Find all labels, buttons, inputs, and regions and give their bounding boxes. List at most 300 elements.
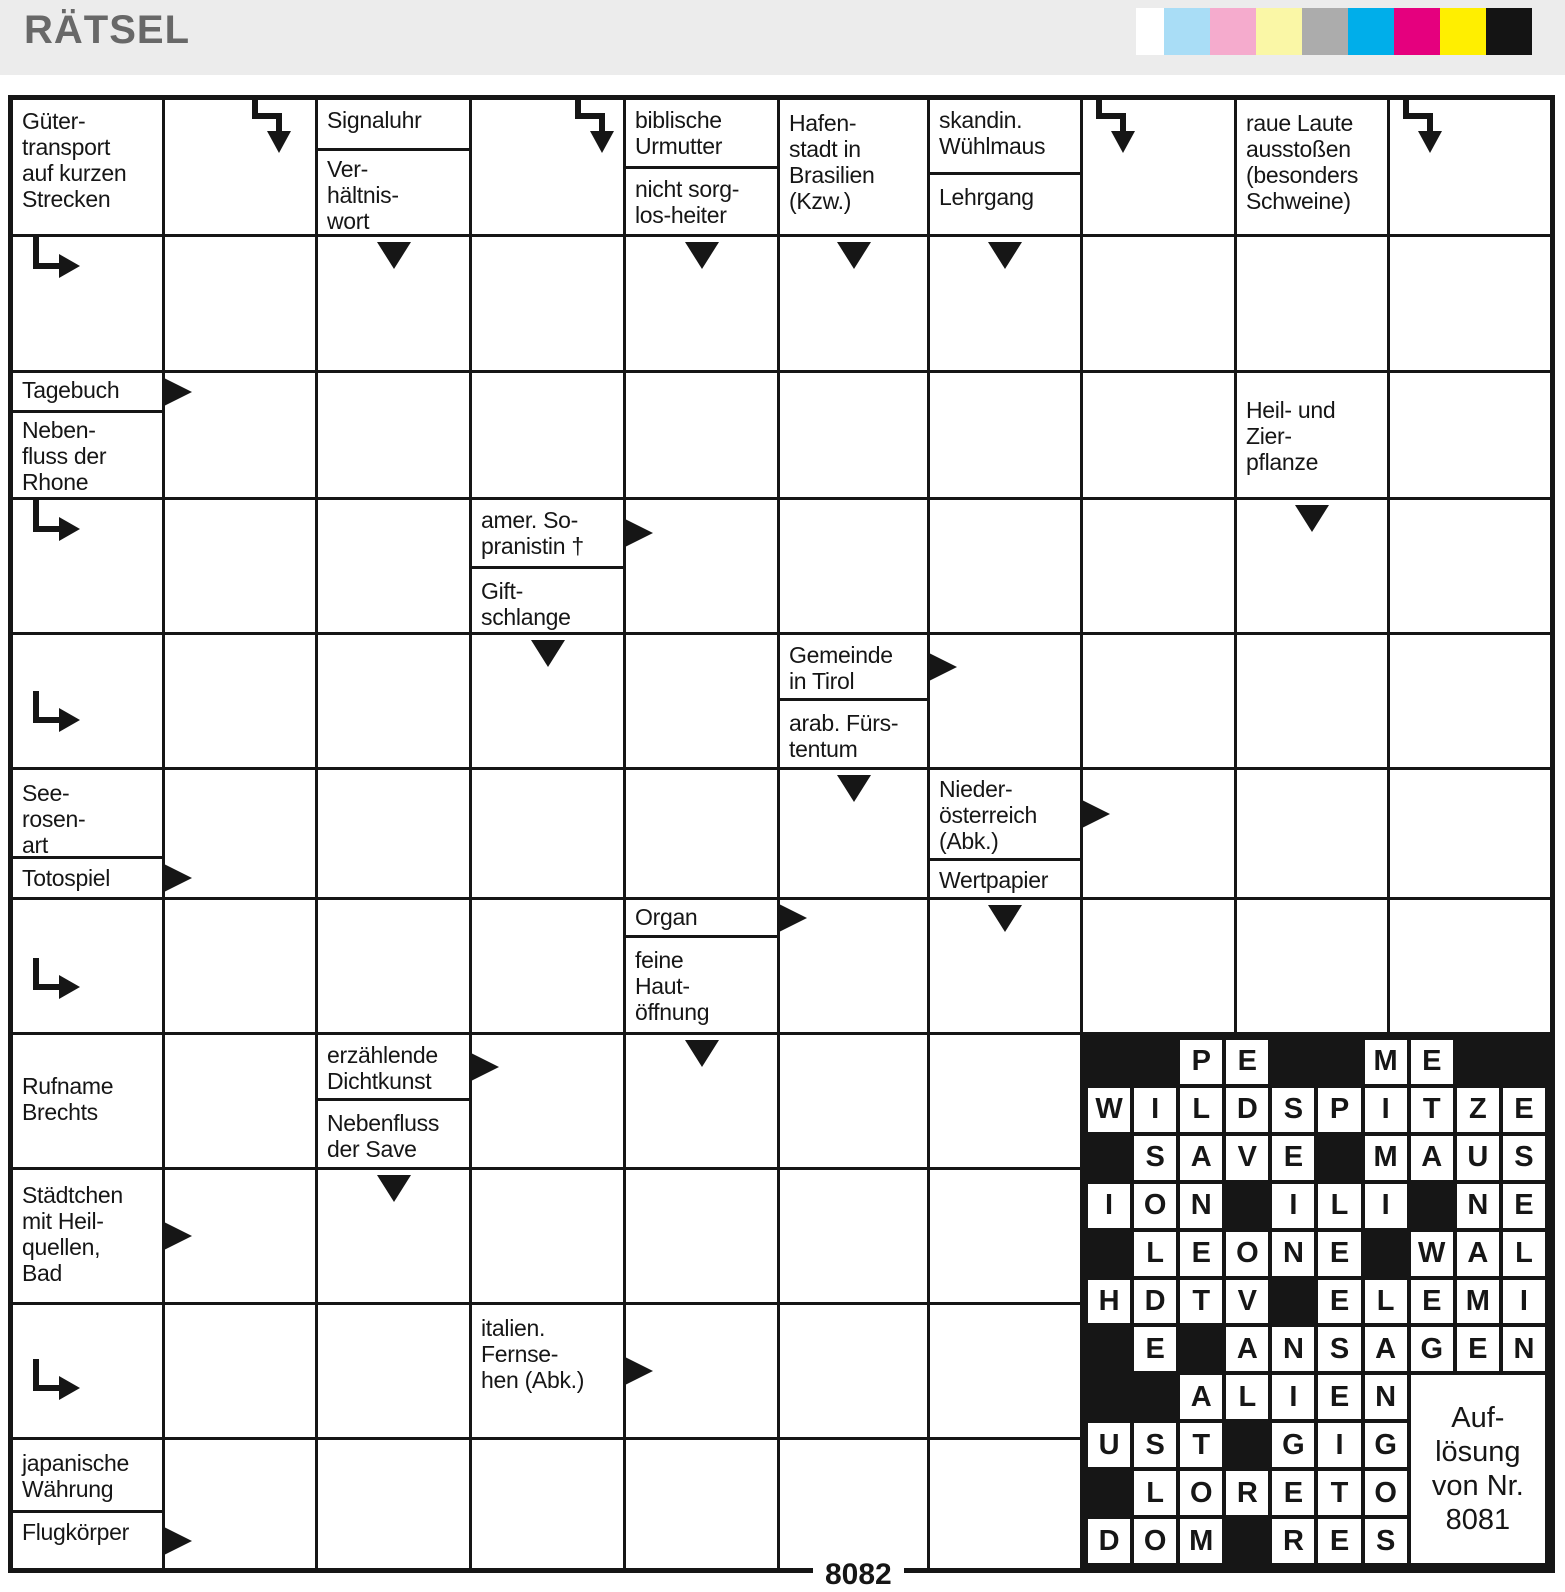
clue-line: Währung [22,1475,114,1502]
clue-cell [13,1035,162,1167]
clue-line: mit Heil- [22,1207,104,1234]
solution-letter-cell: U [1457,1136,1499,1180]
solution-black-cell [1088,1375,1130,1419]
answer-cell[interactable] [472,635,623,767]
solution-letter-cell: S [1134,1423,1176,1467]
arrow-down-icon [837,775,871,802]
answer-cell[interactable] [1083,237,1234,370]
solution-letter-cell: L [1226,1375,1268,1419]
clue-line: Gift- [481,578,523,604]
arrow-right-icon [164,378,192,406]
clue-line: Flugkörper [22,1519,129,1545]
solution-black-cell [1365,1232,1407,1276]
answer-cell[interactable] [13,635,162,767]
clue-line: Tagebuch [22,377,120,403]
clue-line: Zier- [1246,422,1292,449]
color-swatch [1302,8,1348,55]
color-swatch [1164,8,1210,55]
answer-cell[interactable] [318,635,469,767]
clue-cell [472,1305,623,1437]
solution-letter-cell: E [1318,1280,1360,1324]
solution-letter-cell: E [1318,1519,1360,1563]
answer-cell[interactable] [1083,373,1234,497]
answer-cell[interactable] [318,1440,469,1568]
solution-black-cell [1134,1040,1176,1084]
clue-line: fluss der [22,442,107,469]
arrow-down-icon [988,242,1022,269]
clue-line: (besonders [1246,161,1359,188]
clue-line: Urmutter [635,132,723,159]
solution-letter-cell: L [1365,1280,1407,1324]
clue-line: Rhone [22,468,89,495]
solution-label-line: von Nr. [1431,1470,1524,1503]
color-swatch [1486,8,1532,55]
clue-cell [318,1035,469,1167]
clue-line: Rufname [22,1073,114,1099]
solution-letter-cell: G [1365,1423,1407,1467]
clue-cell [780,100,927,234]
answer-cell[interactable] [165,237,315,370]
answer-cell[interactable] [1083,900,1234,1032]
solution-black-cell [1134,1375,1176,1419]
clue-line: (Abk.) [939,827,999,854]
clue-text [472,500,623,566]
answer-cell[interactable] [472,237,623,370]
solution-letter-cell: T [1411,1088,1453,1132]
answer-cell[interactable] [626,1035,777,1167]
answer-cell[interactable] [472,900,623,1032]
puzzle-area [0,75,1565,1591]
solution-letter-cell: T [1180,1423,1222,1467]
arrow-down-icon [377,242,411,269]
clue-line: hältnis- [327,181,399,208]
answer-cell[interactable] [1390,100,1550,234]
clue-line: Brasilien [789,161,875,188]
clue-line: österreich [939,801,1037,828]
solution-letter-cell: T [1318,1471,1360,1515]
answer-cell[interactable] [165,500,315,632]
answer-cell[interactable] [318,770,469,897]
answer-cell[interactable] [165,1305,315,1437]
solution-letter-cell: O [1134,1519,1176,1563]
answer-cell[interactable] [318,900,469,1032]
answer-cell[interactable] [1083,500,1234,632]
solution-black-cell [1088,1327,1130,1371]
clue-text [780,100,927,234]
solution-black-cell [1226,1519,1268,1563]
solution-letter-cell: U [1088,1423,1130,1467]
solution-black-cell [1318,1136,1360,1180]
clue-line: Nebenfluss [327,1110,440,1136]
solution-letter-cell: A [1180,1136,1222,1180]
clue-line: hen (Abk.) [481,1366,585,1393]
answer-cell[interactable] [780,500,927,632]
solution-black-cell [1411,1184,1453,1228]
answer-cell[interactable] [1237,635,1387,767]
solution-black-cell [1088,1040,1130,1084]
arrow-down-icon [988,905,1022,932]
arrow-right-icon [625,1357,653,1385]
solution-letter-cell: E [1503,1088,1545,1132]
clue-line: Gemeinde [789,642,893,668]
solution-black-cell [1318,1040,1360,1084]
crossword-grid [8,95,1555,1591]
clue-line: los-heiter [635,201,727,228]
answer-cell[interactable] [930,1305,1080,1437]
solution-label-line: 8081 [1445,1504,1511,1537]
solution-letter-cell: Z [1457,1088,1499,1132]
answer-cell[interactable] [1237,237,1387,370]
answer-cell[interactable] [930,900,1080,1032]
clue-line: Totospiel [22,865,111,891]
arrow-down-icon [1295,505,1329,532]
answer-cell[interactable] [165,1035,315,1167]
answer-cell[interactable] [318,1305,469,1437]
solution-letter-cell: N [1365,1375,1407,1419]
clue-line: wort [327,207,370,234]
clue-text [13,1170,162,1302]
clue-line: Lehrgang [939,184,1034,210]
solution-letter-cell: N [1457,1184,1499,1228]
clue-text [930,770,1080,858]
arrow-right-icon [164,864,192,892]
clue-line: pranistin † [481,532,584,559]
arrow-bent-right-icon [29,958,85,1006]
clue-cell [472,500,623,632]
clue-text [318,1035,469,1098]
solution-letter-cell: E [1457,1327,1499,1371]
clue-line: Wertpapier [939,867,1049,893]
answer-cell[interactable] [1083,635,1234,767]
clue-text [930,100,1080,172]
color-swatch [1348,8,1394,55]
answer-cell[interactable] [780,1035,927,1167]
answer-cell[interactable] [13,900,162,1032]
answer-cell[interactable] [780,237,927,370]
answer-cell[interactable] [930,373,1080,497]
clue-text [13,1510,162,1568]
arrow-bent-down-icon [1095,100,1141,160]
solution-letter-cell: L [1318,1184,1360,1228]
solution-letter-cell: V [1226,1136,1268,1180]
clue-line: transport [22,133,111,160]
answer-cell[interactable] [165,635,315,767]
clue-text [13,373,162,410]
solution-letter-cell: A [1365,1327,1407,1371]
answer-cell[interactable] [318,237,469,370]
solution-letter-cell: I [1272,1184,1314,1228]
solution-label-line: Auf- [1451,1401,1505,1434]
solution-letter-cell: S [1318,1327,1360,1371]
solution-letter-cell: E [1411,1280,1453,1324]
solution-black-cell [1180,1327,1222,1371]
clue-text [626,166,777,234]
clue-line: Nieder- [939,776,1013,802]
clue-line: nicht sorg- [635,176,740,202]
answer-cell[interactable] [318,500,469,632]
answer-cell[interactable] [13,237,162,370]
clue-cell [13,1170,162,1302]
solution-letter-cell: W [1411,1232,1453,1276]
answer-cell[interactable] [626,1440,777,1568]
clue-line: Ver- [327,156,368,182]
clue-text [13,100,162,234]
clue-line: ausstoßen [1246,135,1351,162]
solution-letter-cell: O [1365,1471,1407,1515]
clue-cell [626,100,777,234]
solution-letter-cell: A [1411,1136,1453,1180]
clue-line: erzählende [327,1042,438,1068]
clue-cell [1237,373,1387,497]
clue-line: biblische [635,107,722,133]
clue-line: stadt in [789,135,861,162]
color-swatch [1394,8,1440,55]
solution-reference-label [1411,1375,1545,1563]
answer-cell[interactable] [780,373,927,497]
clue-text [472,566,623,632]
solution-letter-cell: L [1503,1232,1545,1276]
clue-cell [318,100,469,234]
solution-letter-cell: E [1272,1136,1314,1180]
solution-letter-cell: I [1365,1184,1407,1228]
answer-cell[interactable] [626,237,777,370]
clue-line: Haut- [635,972,690,999]
solution-black-cell [1272,1280,1314,1324]
clue-line: Dichtkunst [327,1067,432,1094]
clue-line: pflanze [1246,448,1319,475]
clue-line: Hafen- [789,110,857,136]
answer-cell[interactable] [318,373,469,497]
solution-letter-cell: E [1134,1327,1176,1371]
answer-cell[interactable] [13,1305,162,1437]
clue-line: rosen- [22,805,86,832]
clue-line: der Save [327,1135,417,1162]
solution-letter-cell: W [1088,1088,1130,1132]
solution-letter-cell: O [1180,1471,1222,1515]
clue-text [472,1305,623,1437]
answer-cell[interactable] [626,1170,777,1302]
clue-line: art [22,831,48,858]
clue-line: italien. [481,1315,546,1341]
solution-letter-cell: H [1088,1280,1130,1324]
answer-cell[interactable] [1390,500,1550,632]
answer-cell[interactable] [780,1170,927,1302]
solution-letter-cell: I [1365,1088,1407,1132]
clue-line: feine [635,947,684,973]
solution-letter-cell: N [1272,1232,1314,1276]
clue-text [626,100,777,166]
solution-letter-cell: E [1503,1184,1545,1228]
solution-letter-cell: N [1180,1184,1222,1228]
solution-black-cell [1088,1471,1130,1515]
color-calibration-bar [1136,8,1532,55]
arrow-right-icon [164,1222,192,1250]
answer-cell[interactable] [1390,770,1550,897]
answer-cell[interactable] [1390,373,1550,497]
answer-cell[interactable] [1237,900,1387,1032]
answer-cell[interactable] [1237,770,1387,897]
solution-letter-cell: P [1180,1040,1222,1084]
solution-letter-cell: E [1411,1040,1453,1084]
solution-letter-cell: G [1411,1327,1453,1371]
clue-line: raue Laute [1246,110,1353,136]
answer-cell[interactable] [626,373,777,497]
arrow-right-icon [471,1053,499,1081]
solution-letter-cell: P [1318,1088,1360,1132]
arrow-bent-down-icon [251,100,297,160]
clue-line: auf kurzen [22,159,127,186]
clue-text [318,1098,469,1167]
solution-letter-cell: A [1226,1327,1268,1371]
solution-letter-cell: S [1365,1519,1407,1563]
solution-black-cell [1088,1232,1130,1276]
solution-letter-cell: M [1180,1519,1222,1563]
solution-letter-cell: N [1503,1327,1545,1371]
answer-cell[interactable] [1083,100,1234,234]
answer-cell[interactable] [472,1170,623,1302]
answer-cell[interactable] [780,1305,927,1437]
answer-cell[interactable] [165,900,315,1032]
solution-grid [1083,1035,1550,1568]
clue-line: schlange [481,603,571,630]
arrow-down-icon [685,242,719,269]
solution-letter-cell: S [1503,1136,1545,1180]
answer-cell[interactable] [626,635,777,767]
arrow-bent-right-icon [29,237,85,285]
solution-label-line: lösung [1435,1435,1521,1468]
solution-letter-cell: O [1134,1184,1176,1228]
solution-mini-grid [1083,1035,1550,1568]
solution-letter-cell: I [1503,1280,1545,1324]
solution-letter-cell: L [1180,1088,1222,1132]
answer-cell[interactable] [13,500,162,632]
arrow-right-icon [779,904,807,932]
arrow-down-icon [531,640,565,667]
clue-line: (Kzw.) [789,187,852,214]
clue-line: Signaluhr [327,107,422,133]
answer-cell[interactable] [165,100,315,234]
answer-cell[interactable] [472,1440,623,1568]
clue-line: Güter- [22,108,86,134]
solution-letter-cell: O [1226,1232,1268,1276]
answer-cell[interactable] [930,1440,1080,1568]
clue-text [930,858,1080,897]
solution-letter-cell: I [1134,1088,1176,1132]
clue-line: öffnung [635,998,710,1025]
color-swatch [1210,8,1256,55]
clue-text [13,770,162,856]
answer-cell[interactable] [930,1035,1080,1167]
page-title: RÄTSEL [24,8,190,52]
arrow-right-icon [164,1527,192,1555]
answer-cell[interactable] [1390,635,1550,767]
puzzle-number: 8082 [813,1558,904,1592]
solution-letter-cell: E [1226,1040,1268,1084]
arrow-down-icon [377,1175,411,1202]
clue-text [780,698,927,767]
clue-line: Städtchen [22,1182,123,1208]
clue-cell [13,100,162,234]
answer-cell[interactable] [626,770,777,897]
answer-cell[interactable] [930,237,1080,370]
clue-line: Heil- und [1246,397,1336,423]
clue-text [13,1440,162,1510]
clue-line: Organ [635,904,698,930]
answer-cell[interactable] [1390,237,1550,370]
solution-letter-cell: M [1457,1280,1499,1324]
arrow-bent-down-icon [574,100,620,160]
arrow-bent-down-icon [1402,100,1448,160]
solution-letter-cell: D [1134,1280,1176,1324]
arrow-down-icon [685,1040,719,1067]
color-swatch [1256,8,1302,55]
clue-text [13,856,162,897]
arrow-right-icon [625,519,653,547]
clue-line: Schweine) [1246,187,1351,214]
answer-cell[interactable] [472,373,623,497]
solution-letter-cell: S [1272,1088,1314,1132]
arrow-down-icon [837,242,871,269]
answer-cell[interactable] [1237,500,1387,632]
answer-cell[interactable] [472,770,623,897]
solution-black-cell [1088,1136,1130,1180]
answer-cell[interactable] [1390,900,1550,1032]
clue-cell [780,635,927,767]
answer-cell[interactable] [780,1440,927,1568]
solution-letter-cell: N [1272,1327,1314,1371]
solution-letter-cell: I [1318,1423,1360,1467]
page-header [0,0,1565,75]
clue-text [1237,373,1387,497]
solution-letter-cell: G [1272,1423,1314,1467]
solution-letter-cell: D [1088,1519,1130,1563]
solution-letter-cell: A [1457,1232,1499,1276]
solution-letter-cell: E [1318,1375,1360,1419]
solution-letter-cell: V [1226,1280,1268,1324]
color-swatch [1440,8,1486,55]
clue-line: Bad [22,1259,63,1286]
answer-cell[interactable] [318,1170,469,1302]
clue-text [318,148,469,234]
solution-letter-cell: R [1226,1471,1268,1515]
clue-line: in Tirol [789,667,855,694]
arrow-bent-right-icon [29,500,85,548]
solution-letter-cell: I [1272,1375,1314,1419]
clue-text [626,935,777,1032]
answer-cell[interactable] [930,500,1080,632]
clue-cell [930,100,1080,234]
answer-cell[interactable] [930,1170,1080,1302]
answer-cell[interactable] [780,770,927,897]
arrow-bent-right-icon [29,1359,85,1407]
clue-cell [930,770,1080,897]
clue-cell [13,373,162,497]
clue-line: Brechts [22,1098,98,1125]
clue-line: Neben- [22,417,96,443]
clue-text [780,635,927,698]
answer-cell[interactable] [472,100,623,234]
clue-cell [1237,100,1387,234]
answer-cell[interactable] [1083,770,1234,897]
arrow-bent-right-icon [29,691,85,739]
solution-black-cell [1272,1040,1314,1084]
clue-line: Fernse- [481,1340,559,1367]
clue-line: amer. So- [481,507,579,533]
clue-text [626,900,777,935]
clue-line: See- [22,780,70,806]
solution-black-cell [1503,1040,1545,1084]
clue-cell [13,770,162,897]
